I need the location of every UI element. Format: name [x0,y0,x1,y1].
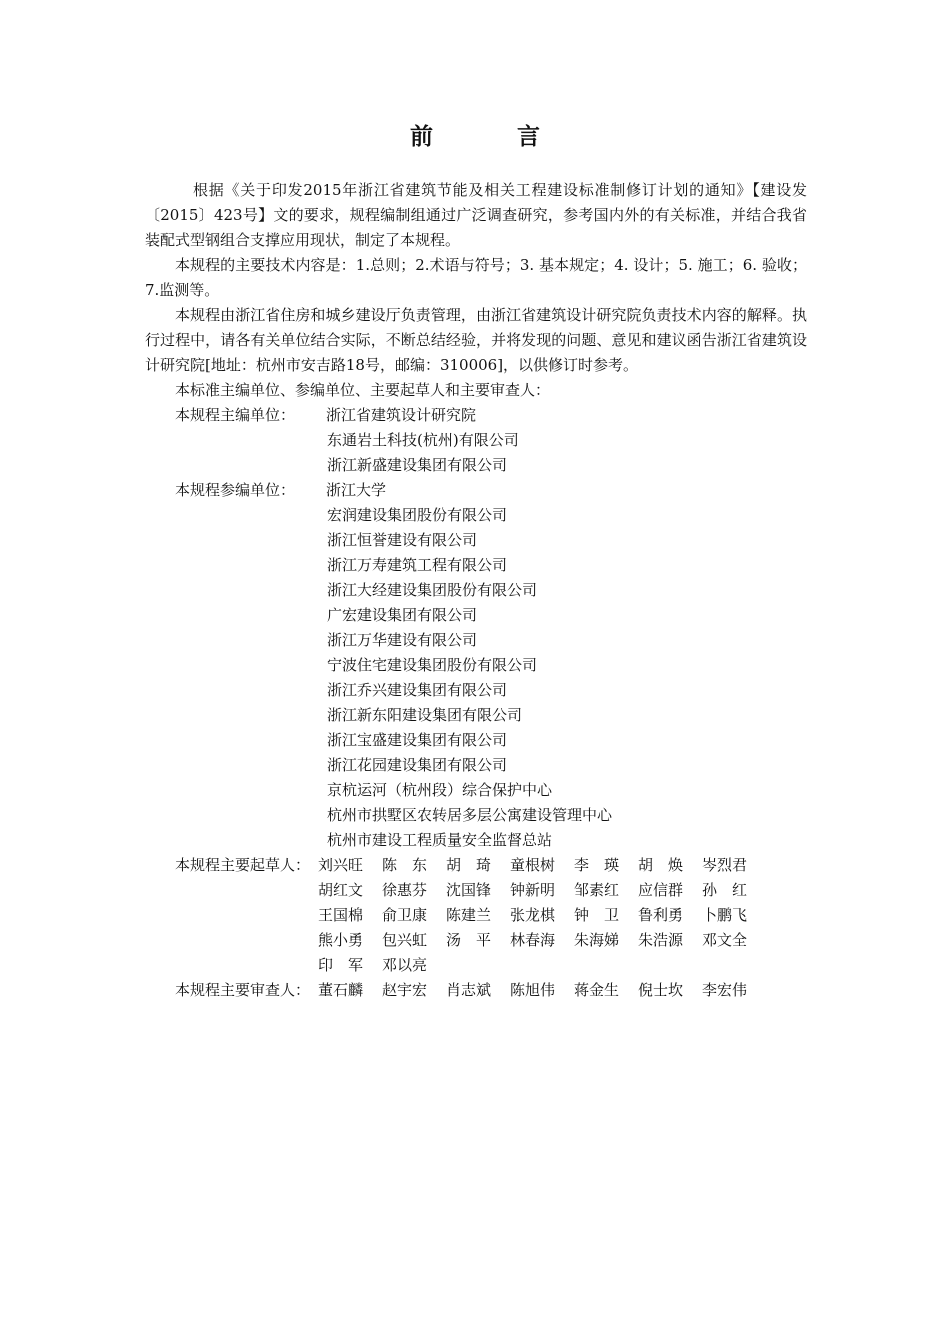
drafter-name: 鲁利勇 [638,906,684,924]
reviewer-name: 肖志斌 [446,981,492,999]
reviewer-name: 倪士坎 [638,981,684,999]
participating-unit-row [145,478,807,503]
drafter-name: 岑烈君 [702,856,748,874]
drafter-name: 朱海娣 [574,931,620,949]
drafter-name: 邹素红 [574,881,620,899]
participating-unit-item: 浙江乔兴建设集团有限公司 [327,681,508,699]
reviewer-name: 李宏伟 [702,981,748,999]
participating-unit-item: 浙江万寿建筑工程有限公司 [327,556,508,574]
reviewer-name: 蒋金生 [574,981,620,999]
intro-paragraph: 根据《关于印发2015年浙江省建筑节能及相关工程建设标准制修订计划的通知》【建设发〔2015〕423号】文的要求，规程编制组通过广泛调查研究，参考国内外的有关标准，并结合我省装配式型钢组合支撑应用现状，制定了本规程。 [145,181,807,249]
drafter-name: 朱浩源 [638,931,684,949]
drafter-name: 李 瑛 [574,856,620,874]
participating-unit-item: 浙江万华建设有限公司 [327,631,478,649]
drafter-row [145,853,807,878]
drafter-names [318,953,446,978]
drafter-name: 钟新明 [510,881,556,899]
drafter-name: 张龙棋 [510,906,556,924]
participating-unit-item: 浙江宝盛建设集团有限公司 [327,731,508,749]
management-paragraph: 本规程由浙江省住房和城乡建设厅负责管理，由浙江省建筑设计研究院负责技术内容的解释。执行过程中，请各有关单位结合实际，不断总结经验，并将发现的问题、意见和建议函告浙江省建筑设计研究院[地址：杭州市安吉路18号，邮编：310006]，以供修订时参考。 [145,306,807,374]
reviewer-name: 陈旭伟 [510,981,556,999]
reviewer-names [318,978,766,1003]
chief-unit-item: 浙江省建筑设计研究院 [326,406,477,424]
content-paragraph: 本规程的主要技术内容是：1.总则；2.术语与符号；3. 基本规定；4. 设计；5. 施工；6. 验收；7.监测等。 [145,256,807,299]
units-intro: 本标准主编单位、参编单位、主要起草人和主要审查人： [175,381,551,399]
chief-unit-label: 本规程主编单位： [175,406,296,424]
chief-unit-item: 浙江新盛建设集团有限公司 [327,456,508,474]
participating-unit-item: 浙江花园建设集团有限公司 [327,756,508,774]
drafter-names [318,903,766,928]
drafter-row [145,953,807,978]
participating-unit-item: 杭州市拱墅区农转居多层公寓建设管理中心 [327,806,613,824]
reviewer-name: 赵宇宏 [382,981,428,999]
drafter-name: 钟 卫 [574,906,620,924]
drafter-row [145,928,807,953]
drafter-name: 沈国锋 [446,881,492,899]
participating-unit-item: 浙江大学 [326,481,387,499]
participating-units-section [145,478,807,853]
drafter-row [145,903,807,928]
reviewer-row [145,978,807,1003]
drafter-names [318,928,766,953]
drafter-name: 刘兴旺 [318,856,364,874]
drafter-name: 印 军 [318,956,364,974]
participating-unit-item: 杭州市建设工程质量安全监督总站 [327,831,553,849]
drafter-name: 卜鹏飞 [702,906,748,924]
chief-unit-row [145,403,807,428]
drafter-name: 王国棉 [318,906,364,924]
chief-unit-item: 东通岩土科技(杭州)有限公司 [327,431,519,449]
drafter-name: 邓以亮 [382,956,428,974]
drafter-row [145,878,807,903]
drafter-names [318,878,766,903]
drafter-label: 本规程主要起草人： [175,856,311,874]
drafter-name: 应信群 [638,881,684,899]
participating-unit-item: 浙江新东阳建设集团有限公司 [327,706,523,724]
participating-unit-item: 广宏建设集团有限公司 [327,606,478,624]
drafter-name: 熊小勇 [318,931,364,949]
participating-unit-item: 宏润建设集团股份有限公司 [327,506,508,524]
reviewers-section [145,978,807,1003]
participating-unit-item: 浙江恒誉建设有限公司 [327,531,478,549]
drafter-name: 孙 红 [702,881,748,899]
drafter-name: 陈建兰 [446,906,492,924]
drafter-name: 童根树 [510,856,556,874]
drafter-name: 胡红文 [318,881,364,899]
participating-unit-item: 宁波住宅建设集团股份有限公司 [327,656,538,674]
drafters-section [145,853,807,978]
participating-unit-item: 浙江大经建设集团股份有限公司 [327,581,538,599]
chief-units-section [145,403,807,478]
drafter-name: 陈 东 [382,856,428,874]
reviewer-label: 本规程主要审查人： [175,981,311,999]
drafter-name: 邓文全 [702,931,748,949]
drafter-name: 胡 焕 [638,856,684,874]
drafter-name: 汤 平 [446,931,492,949]
drafter-names [318,853,766,878]
drafter-name: 林春海 [510,931,556,949]
participating-unit-item: 京杭运河（杭州段）综合保护中心 [327,781,553,799]
page-title: 前 言 [409,123,578,150]
drafter-name: 胡 琦 [446,856,492,874]
drafter-name: 包兴虹 [382,931,428,949]
document-body [145,178,807,1003]
drafter-name: 俞卫康 [382,906,428,924]
reviewer-name: 董石麟 [318,981,364,999]
participating-unit-label: 本规程参编单位： [175,481,296,499]
drafter-name: 徐惠芬 [382,881,428,899]
